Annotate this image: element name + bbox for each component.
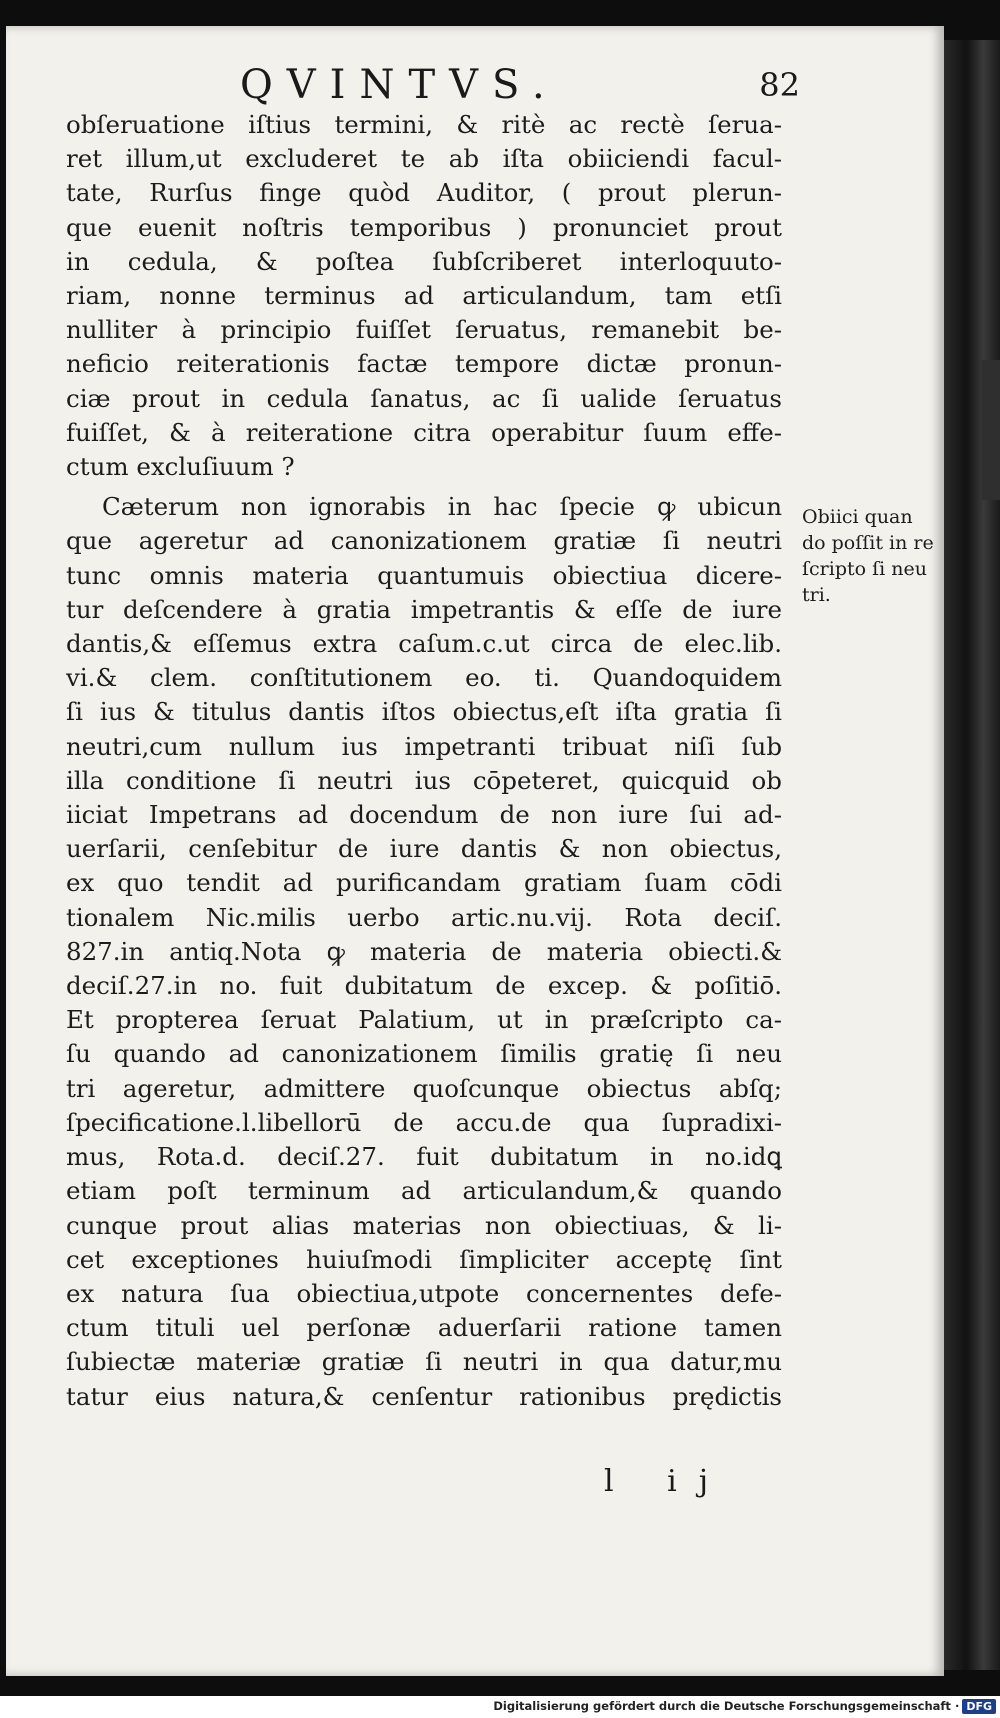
text-line: iiciat Impetrans ad docendum de non iure ſui ad- bbox=[66, 800, 782, 830]
text-line: neutri,cum nullum ius impetranti tribuat niſi ſub bbox=[66, 731, 782, 761]
margin-note-line: ſcripto ſi neu bbox=[802, 558, 927, 580]
text-line: ex natura ſua obiectiua,utpote concernentes defe- bbox=[66, 1278, 782, 1308]
text-line: tunc omnis materia quantumuis obiectiua dicere- bbox=[66, 560, 782, 590]
page-edge-shadow bbox=[944, 40, 1000, 1670]
text-line: dantis,& eſſemus extra caſum.c.ut circa de elec.lib. bbox=[66, 629, 782, 659]
text-line: ſu quando ad canonizationem ſimilis gratię ſi neu bbox=[66, 1039, 782, 1069]
text-line: que euenit noſtris temporibus ) pronunciet prout bbox=[66, 212, 782, 242]
text-line: ex quo tendit ad purificandam gratiam ſuam cōdi bbox=[66, 868, 782, 898]
text-line: tri ageretur, admittere quoſcunque obiectus abſq; bbox=[66, 1073, 782, 1103]
text-line: 827.in antiq.Nota ꝙ materia de materia obiecti.& bbox=[66, 936, 782, 966]
running-head: QVINTVS. bbox=[240, 62, 559, 108]
dfg-logo: DFG bbox=[962, 1699, 996, 1714]
text-line: ſpecificatione.l.libellorū de accu.de qua ſupradixi- bbox=[66, 1107, 782, 1137]
text-line: vi.& clem. conſtitutionem eo. ti. Quandoquidem bbox=[66, 663, 782, 693]
folio-number: 82 bbox=[759, 66, 800, 104]
text-line: etiam poſt terminum ad articulandum,& quando bbox=[66, 1176, 782, 1206]
text-line: ſubiectæ materiæ gratiæ ſi neutri in qua datur,mu bbox=[66, 1347, 782, 1377]
body-text bbox=[66, 108, 782, 1414]
text-line: cunque prout alias materias non obiectiuas, & li- bbox=[66, 1210, 782, 1240]
text-line: que ageretur ad canonizationem gratiæ ſi neutri bbox=[66, 526, 782, 556]
page-edge-mark bbox=[982, 360, 1000, 500]
text-line: ctum tituli uel perſonæ aduerſarii ratione tamen bbox=[66, 1313, 782, 1343]
text-line: tur deſcendere à gratia impetrantis & eſſe de iure bbox=[66, 594, 782, 624]
text-line: tatur eius natura,& cenſentur rationibus prędictis bbox=[66, 1381, 782, 1411]
text-line: cet exceptiones huiuſmodi ſimpliciter acceptę ſint bbox=[66, 1244, 782, 1274]
text-line: illa conditione ſi neutri ius cōpeteret, quicquid ob bbox=[66, 765, 782, 795]
text-line: nulliter à principio fuiſſet ſeruatus, remanebit be- bbox=[66, 315, 782, 345]
text-line: obſeruatione iſtius termini, & ritè ac rectè ſerua- bbox=[66, 110, 782, 139]
signature-mark: l ij bbox=[604, 1464, 731, 1499]
text-line: deciſ.27.in no. fuit dubitatum de excep. & poſitiō. bbox=[66, 971, 782, 1001]
text-line: ctum excluſiuum ? bbox=[66, 452, 295, 482]
text-line: mus, Rota.d. deciſ.27. fuit dubitatum in no.idꝗ bbox=[66, 1142, 782, 1172]
footer-bar bbox=[0, 1696, 1000, 1718]
margin-note-line: tri. bbox=[802, 584, 831, 606]
text-line: Et propterea ſeruat Palatium, ut in præſcripto ca- bbox=[66, 1005, 782, 1035]
margin-note-line: Obiici quan bbox=[802, 506, 913, 528]
digitization-credit: Digitalisierung gefördert durch die Deutsche Forschungsgemeinschaft · DFG bbox=[493, 1699, 996, 1714]
text-line: neficio reiterationis factæ tempore dictæ pronun- bbox=[66, 349, 782, 379]
text-line: ſi ius & titulus dantis iſtos obiectus,eſt iſta gratia ſi bbox=[66, 697, 782, 727]
text-line: Cæterum non ignorabis in hac ſpecie ꝙ ubicun bbox=[102, 492, 782, 522]
text-line: ret illum,ut excluderet te ab iſta obiiciendi facul- bbox=[66, 144, 782, 174]
text-line: in cedula, & poſtea ſubſcriberet interloquuto- bbox=[66, 246, 782, 276]
text-line: riam, nonne terminus ad articulandum, tam etſi bbox=[66, 281, 782, 311]
page-header bbox=[240, 62, 800, 112]
text-line: tionalem Nic.milis uerbo artic.nu.vij. Rota deciſ. bbox=[66, 902, 782, 932]
text-line: ciæ prout in cedula ſanatus, ac ſi ualide ſeruatus bbox=[66, 383, 782, 413]
text-line: tate, Rurſus finge quòd Auditor, ( prout plerun- bbox=[66, 178, 782, 208]
text-line: fuiſſet, & à reiteratione citra operabitur ſuum effe- bbox=[66, 417, 782, 447]
margin-note bbox=[802, 504, 952, 608]
credit-text: Digitalisierung gefördert durch die Deutsche Forschungsgemeinschaft bbox=[493, 1699, 951, 1713]
text-line: uerſarii, cenſebitur de iure dantis & non obiectus, bbox=[66, 834, 782, 864]
margin-note-line: do poſſit in re bbox=[802, 532, 934, 554]
